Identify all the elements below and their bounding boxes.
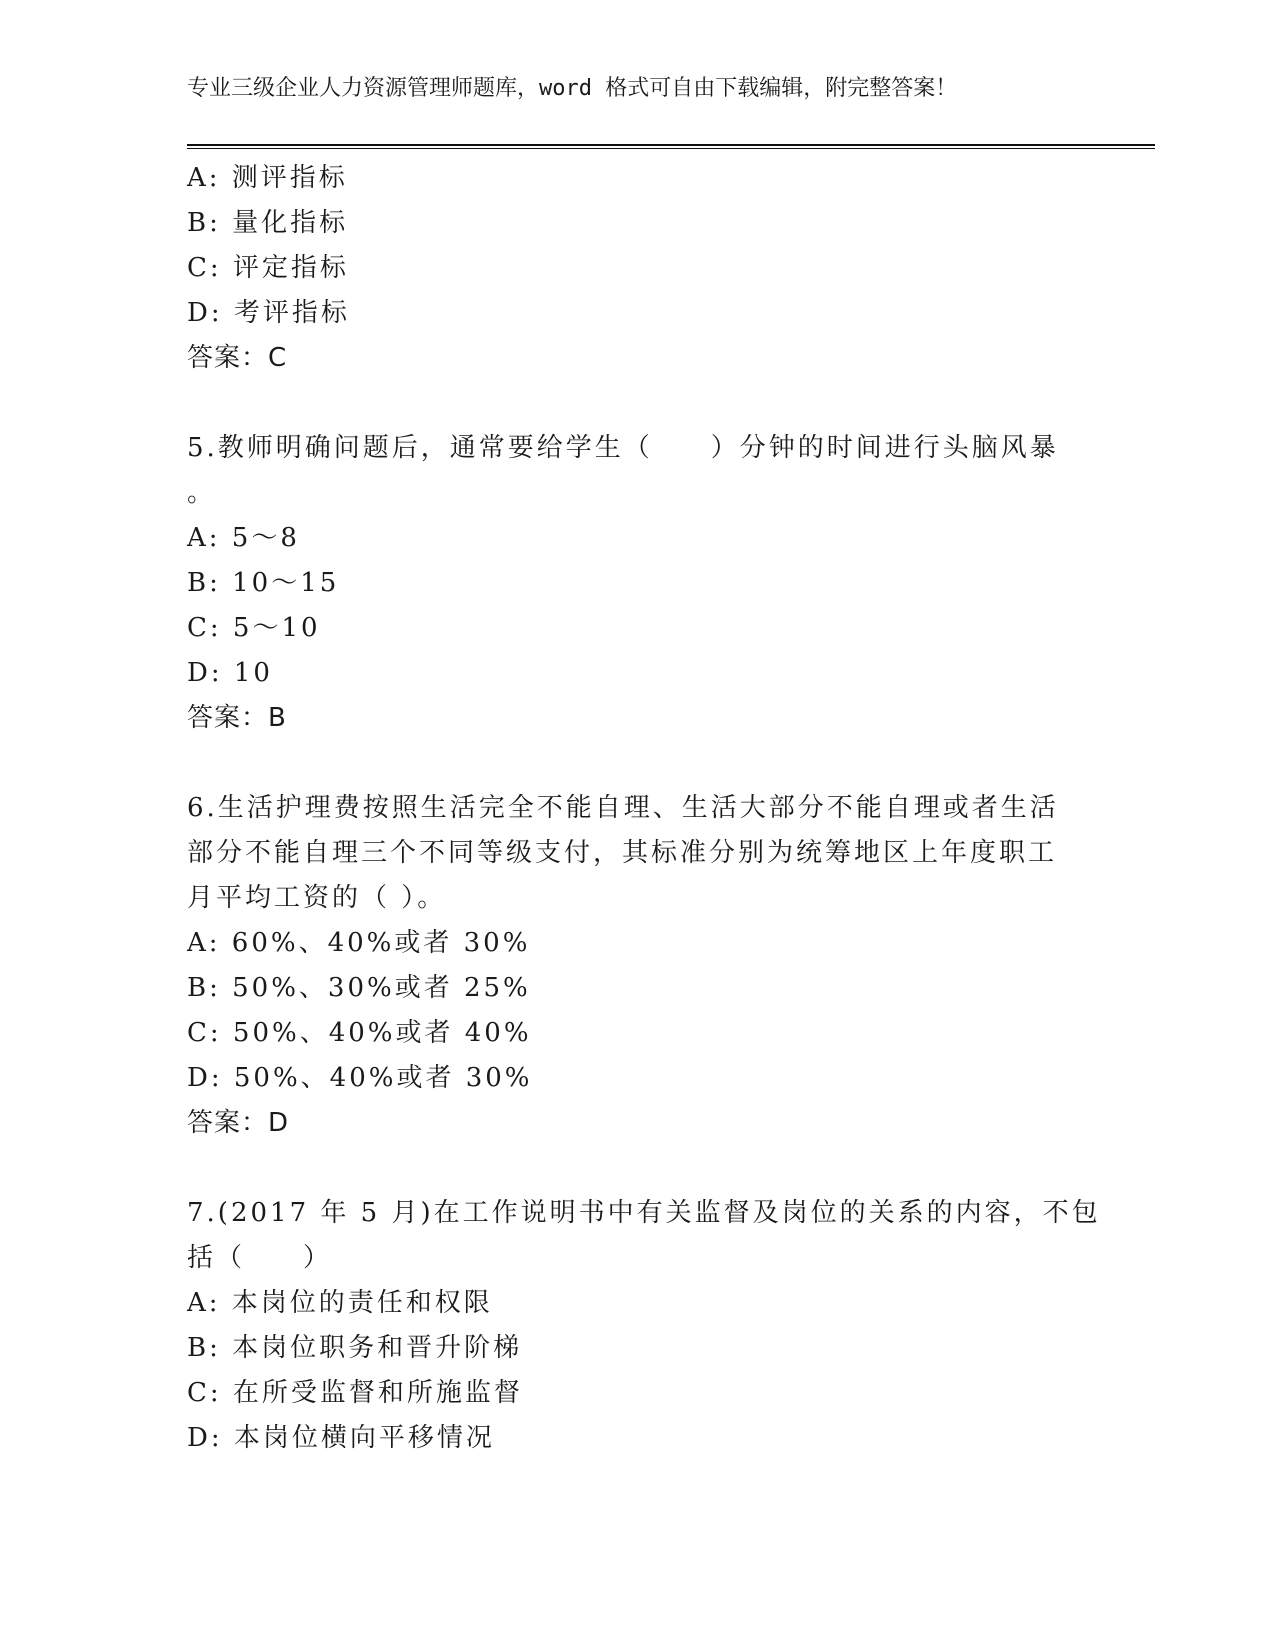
question-text-continued: 。 bbox=[187, 478, 217, 508]
option-c: C: 评定指标 bbox=[187, 253, 349, 283]
option-b: B: 本岗位职务和晋升阶梯 bbox=[187, 1333, 523, 1363]
answer-line: 答案：D bbox=[187, 1108, 290, 1138]
question-text: 5.教师明确问题后，通常要给学生（ ）分钟的时间进行头脑风暴 bbox=[187, 433, 1059, 463]
answer-line: 答案：B bbox=[187, 703, 287, 733]
document-body bbox=[187, 156, 1101, 1461]
question-text-continued: 部分不能自理三个不同等级支付，其标准分别为统筹地区上年度职工 bbox=[187, 838, 1058, 868]
option-b: B: 50%、30%或者 25% bbox=[187, 973, 531, 1003]
option-d: D: 考评指标 bbox=[187, 298, 350, 328]
option-d: D: 50%、40%或者 30% bbox=[187, 1063, 533, 1093]
option-c: C: 50%、40%或者 40% bbox=[187, 1018, 532, 1048]
answer-line: 答案：C bbox=[187, 343, 288, 373]
question-text: 7.(2017 年 5 月)在工作说明书中有关监督及岗位的关系的内容，不包 bbox=[187, 1198, 1101, 1228]
option-a: A: 测评指标 bbox=[187, 163, 348, 193]
option-a: A: 5～8 bbox=[187, 523, 300, 553]
question-5 bbox=[187, 426, 1067, 741]
option-b: B: 10～15 bbox=[187, 568, 340, 598]
question-6 bbox=[187, 786, 1067, 1146]
option-c: C: 5～10 bbox=[187, 613, 321, 643]
header-divider bbox=[187, 144, 1155, 149]
option-a: A: 60%、40%或者 30% bbox=[187, 928, 531, 958]
question-block-previous bbox=[187, 156, 1067, 381]
option-a: A: 本岗位的责任和权限 bbox=[187, 1288, 493, 1318]
option-b: B: 量化指标 bbox=[187, 208, 349, 238]
option-c: C: 在所受监督和所施监督 bbox=[187, 1378, 523, 1408]
question-7 bbox=[187, 1191, 1101, 1461]
option-d: D: 10 bbox=[187, 658, 273, 688]
page-header: 专业三级企业人力资源管理师题库，word 格式可自由下载编辑，附完整答案！ bbox=[187, 76, 958, 101]
question-text-continued: 月平均工资的（ ）。 bbox=[187, 883, 447, 913]
question-text: 6.生活护理费按照生活完全不能自理、生活大部分不能自理或者生活 bbox=[187, 793, 1059, 823]
option-d: D: 本岗位横向平移情况 bbox=[187, 1423, 495, 1453]
question-text-continued: 括（ ） bbox=[187, 1243, 333, 1273]
